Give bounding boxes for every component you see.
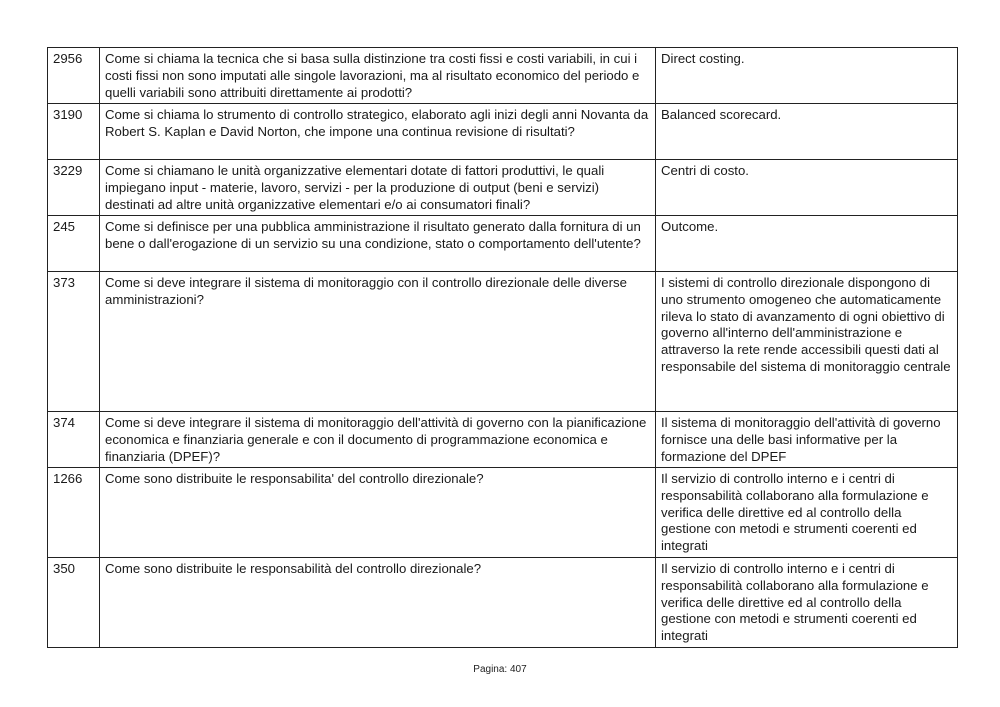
table-row (48, 216, 958, 272)
page-number: Pagina: 407 (473, 664, 527, 675)
table-row (48, 104, 958, 160)
question-text: Come si deve integrare il sistema di monitoraggio dell'attività di governo con la pianificazione economica e finanziaria generale e con il documento di programmazione economica e finanziaria (DPEF)? (100, 412, 656, 468)
table-row (48, 412, 958, 468)
question-id: 374 (48, 412, 100, 468)
question-text: Come sono distribuite le responsabilità del controllo direzionale? (100, 558, 656, 648)
question-id: 3229 (48, 160, 100, 216)
question-id: 3190 (48, 104, 100, 160)
question-id: 245 (48, 216, 100, 272)
qa-table (47, 47, 958, 648)
answer-text: Balanced scorecard. (656, 104, 958, 160)
question-text: Come si chiamano le unità organizzative elementari dotate di fattori produttivi, le quali impiegano input - materie, lavoro, servizi - per la produzione di output (beni e servizi) destinati ad altre unità organizzative elementari e/o ai consumatori finali? (100, 160, 656, 216)
table-row (48, 558, 958, 648)
question-text: Come si definisce per una pubblica amministrazione il risultato generato dalla fornitura di un bene o dall'erogazione di un servizio su una condizione, stato o comportamento dell'utente? (100, 216, 656, 272)
answer-text: Il sistema di monitoraggio dell'attività di governo fornisce una delle basi informative per la formazione del DPEF (656, 412, 958, 468)
question-id: 373 (48, 272, 100, 412)
question-text: Come sono distribuite le responsabilita' del controllo direzionale? (100, 468, 656, 558)
question-text: Come si deve integrare il sistema di monitoraggio con il controllo direzionale delle diverse amministrazioni? (100, 272, 656, 412)
answer-text: Il servizio di controllo interno e i centri di responsabilità collaborano alla formulazione e verifica delle direttive ed al controllo della gestione con metodi e strumenti coerenti ed integrati (656, 558, 958, 648)
table-row (48, 160, 958, 216)
question-text: Come si chiama la tecnica che si basa sulla distinzione tra costi fissi e costi variabili, in cui i costi fissi non sono imputati alle singole lavorazioni, ma al risultato economico del periodo e quelli variabili sono attribuiti direttamente ai prodotti? (100, 48, 656, 104)
question-id: 350 (48, 558, 100, 648)
table-row (48, 272, 958, 412)
answer-text: I sistemi di controllo direzionale dispongono di uno strumento omogeneo che automaticamente rileva lo stato di avanzamento di ogni obiettivo di governo all'interno dell'amministrazione e attraverso la rete rende accessibili questi dati al responsabile del sistema di monitoraggio centrale (656, 272, 958, 412)
question-id: 1266 (48, 468, 100, 558)
table-row (48, 48, 958, 104)
table-row (48, 468, 958, 558)
answer-text: Centri di costo. (656, 160, 958, 216)
question-text: Come si chiama lo strumento di controllo strategico, elaborato agli inizi degli anni Novanta da Robert S. Kaplan e David Norton, che impone una continua revisione di risultati? (100, 104, 656, 160)
answer-text: Direct costing. (656, 48, 958, 104)
answer-text: Il servizio di controllo interno e i centri di responsabilità collaborano alla formulazione e verifica delle direttive ed al controllo della gestione con metodi e strumenti coerenti ed integrati (656, 468, 958, 558)
question-id: 2956 (48, 48, 100, 104)
answer-text: Outcome. (656, 216, 958, 272)
